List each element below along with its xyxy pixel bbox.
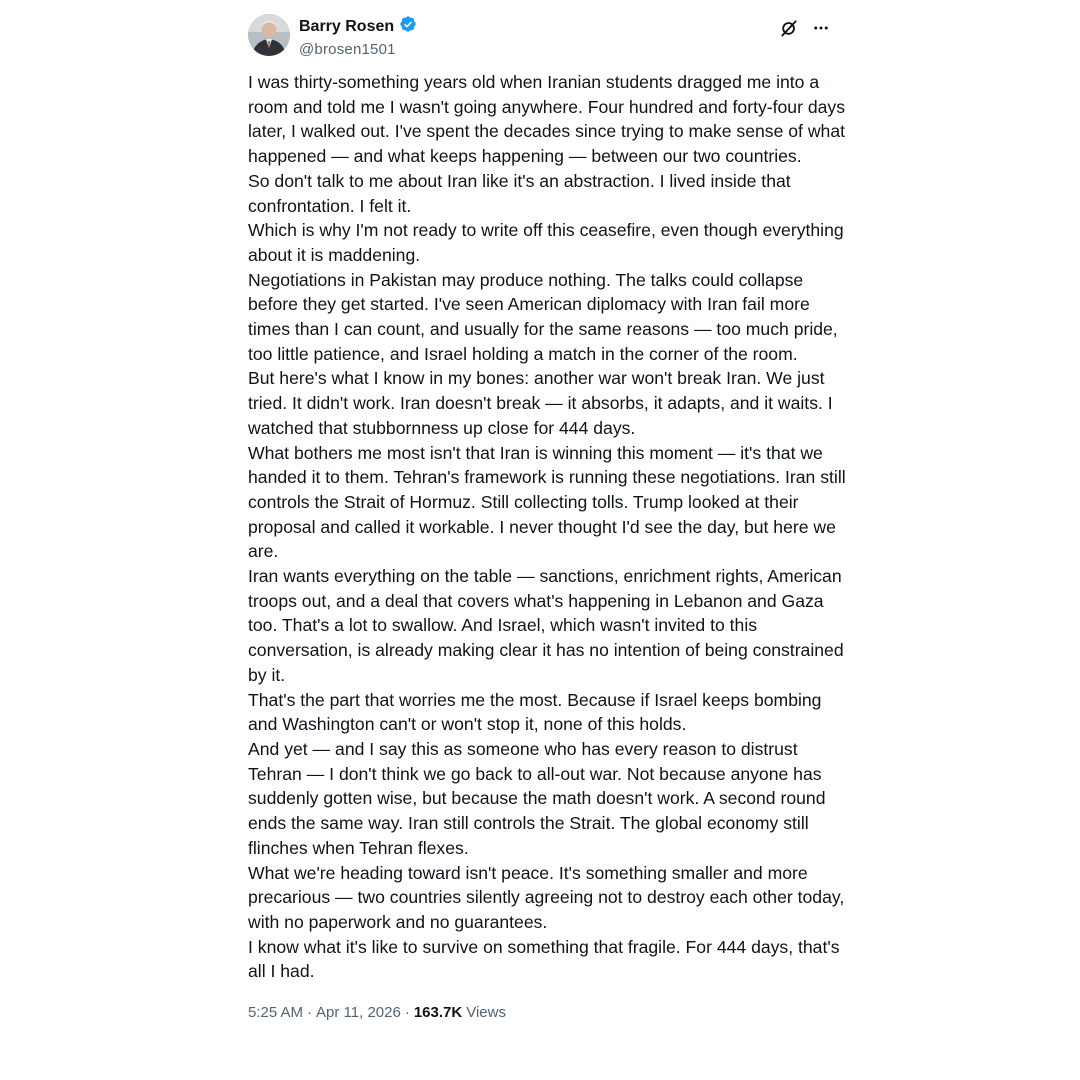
author-names bbox=[299, 15, 417, 60]
tweet-paragraph: Iran wants everything on the table — sanctions, enrichment rights, American troops out, and a deal that covers what's happening in Lebanon and Gaza too. That's a lot to swallow. And Israel, which wasn't invited to this conversation, is already making clear it has no intention of being constrained by it. bbox=[248, 566, 844, 685]
meta-separator: · bbox=[307, 1004, 313, 1022]
tweet-paragraph: So don't talk to me about Iran like it's an abstraction. I lived inside that confrontation. I felt it. bbox=[248, 170, 791, 216]
tweet-paragraph: What bothers me most isn't that Iran is winning this moment — it's that we handed it to them. Tehran's framework is running these negotiations. Iran still controls the Strait of Hormuz. Still collecting tolls. Trump looked at their proposal and called it workable. I never thought I'd see the day, but here we are. bbox=[248, 442, 846, 562]
header-actions bbox=[779, 18, 830, 38]
display-name[interactable]: Barry Rosen bbox=[299, 17, 395, 35]
tweet-paragraph: What we're heading toward isn't peace. It's something smaller and more precarious — two countries silently agreeing not to destroy each other today, with no paperwork and no guarantees. bbox=[248, 862, 845, 932]
timestamp-time[interactable]: 5:25 AM bbox=[248, 1004, 304, 1022]
tweet-meta bbox=[248, 1004, 848, 1021]
more-icon[interactable] bbox=[812, 19, 830, 37]
meta-separator: · bbox=[404, 1004, 410, 1022]
tweet-paragraph: I know what it's like to survive on something that fragile. For 444 days, that's all I had. bbox=[248, 936, 840, 982]
tweet-paragraph: But here's what I know in my bones: another war won't break Iran. We just tried. It didn't work. Iran doesn't break — it absorbs, it adapts, and it waits. I watched that stubbornness up close for 444 days. bbox=[248, 368, 833, 438]
tweet-paragraph: Negotiations in Pakistan may produce nothing. The talks could collapse before they get started. I've seen American diplomacy with Iran fail more times than I can count, and usually for the same reasons — too much pride, too little patience, and Israel holding a match in the corner of the room. bbox=[248, 269, 838, 364]
tweet-text bbox=[248, 70, 848, 984]
views-count: 163.7K bbox=[413, 1004, 463, 1022]
handle[interactable]: @brosen1501 bbox=[299, 41, 396, 58]
timestamp-date[interactable]: Apr 11, 2026 bbox=[316, 1004, 401, 1022]
avatar[interactable] bbox=[248, 14, 290, 56]
tweet-header bbox=[248, 12, 848, 60]
tweet bbox=[248, 12, 848, 1021]
verified-badge-icon bbox=[399, 15, 417, 38]
views-label: Views bbox=[466, 1004, 506, 1022]
tweet-paragraph: Which is why I'm not ready to write off this ceasefire, even though everything about it is maddening. bbox=[248, 220, 844, 265]
tweet-paragraph: I was thirty-something years old when Iranian students dragged me into a room and told me I wasn't going anywhere. Four hundred and forty-four days later, I walked out. I've spent the decades since trying to make sense of what happened — and what keeps happening — between our two countries. bbox=[248, 72, 845, 167]
tweet-paragraph: That's the part that worries me the most. Because if Israel keeps bombing and Washington can't or won't stop it, none of this holds. bbox=[248, 689, 822, 735]
grok-icon[interactable] bbox=[779, 18, 799, 38]
name-row bbox=[299, 15, 417, 38]
tweet-paragraph: And yet — and I say this as someone who has every reason to distrust Tehran — I don't think we go back to all-out war. Not because anyone has suddenly gotten wise, but because the math doesn't work. A second round ends the same way. Iran still controls the Strait. The global economy still flinches when Tehran flexes. bbox=[248, 738, 826, 858]
